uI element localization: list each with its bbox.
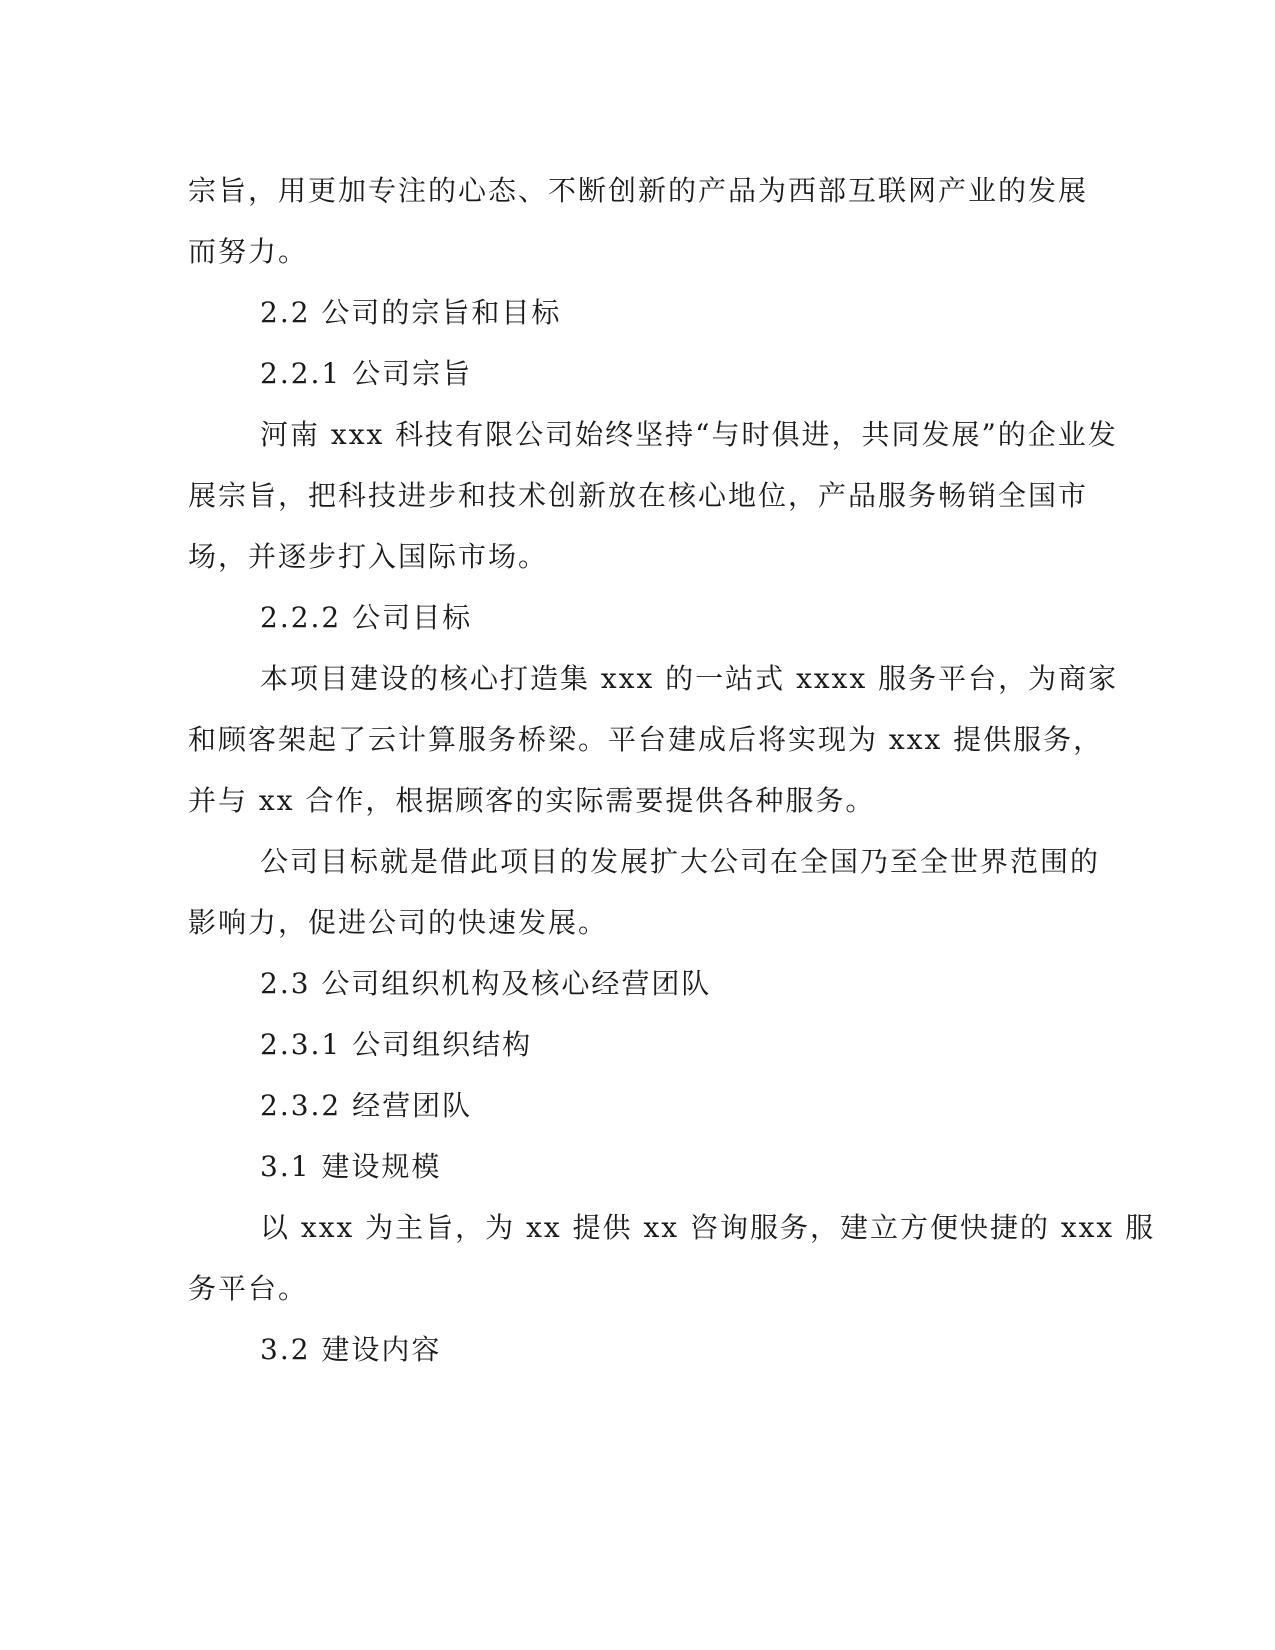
paragraph-line: 公司目标就是借此项目的发展扩大公司在全国乃至全世界范围的 bbox=[260, 845, 1101, 878]
paragraph-line: 务平台。 bbox=[188, 1272, 309, 1305]
paragraph-line: 影响力，促进公司的快速发展。 bbox=[188, 906, 609, 939]
section-heading-2-3-1: 2.3.1 公司组织结构 bbox=[260, 1028, 533, 1061]
paragraph-line: 宗旨，用更加专注的心态、不断创新的产品为西部互联网产业的发展 bbox=[188, 174, 1089, 207]
paragraph-line: 并与 xx 合作，根据顾客的实际需要提供各种服务。 bbox=[188, 784, 876, 817]
paragraph-line: 以 xxx 为主旨，为 xx 提供 xx 咨询服务，建立方便快捷的 xxx 服 bbox=[260, 1211, 1156, 1244]
paragraph-line: 河南 xxx 科技有限公司始终坚持“与时俱进，共同发展”的企业发 bbox=[260, 418, 1118, 451]
section-heading-2-2: 2.2 公司的宗旨和目标 bbox=[260, 296, 562, 329]
section-heading-3-2: 3.2 建设内容 bbox=[260, 1333, 442, 1366]
paragraph-line: 本项目建设的核心打造集 xxx 的一站式 xxxx 服务平台，为商家 bbox=[260, 662, 1119, 695]
paragraph-line: 展宗旨，把科技进步和技术创新放在核心地位，产品服务畅销全国市 bbox=[188, 479, 1089, 512]
paragraph-line: 和顾客架起了云计算服务桥梁。平台建成后将实现为 xxx 提供服务， bbox=[188, 723, 1104, 756]
section-heading-2-2-1: 2.2.1 公司宗旨 bbox=[260, 357, 473, 390]
paragraph-line: 而努力。 bbox=[188, 235, 309, 268]
section-heading-2-3-2: 2.3.2 经营团队 bbox=[260, 1089, 473, 1122]
section-heading-2-2-2: 2.2.2 公司目标 bbox=[260, 601, 473, 634]
document-body bbox=[188, 160, 1156, 1380]
paragraph-line: 场，并逐步打入国际市场。 bbox=[188, 540, 549, 573]
section-heading-3-1: 3.1 建设规模 bbox=[260, 1150, 442, 1183]
section-heading-2-3: 2.3 公司组织机构及核心经营团队 bbox=[260, 967, 712, 1000]
